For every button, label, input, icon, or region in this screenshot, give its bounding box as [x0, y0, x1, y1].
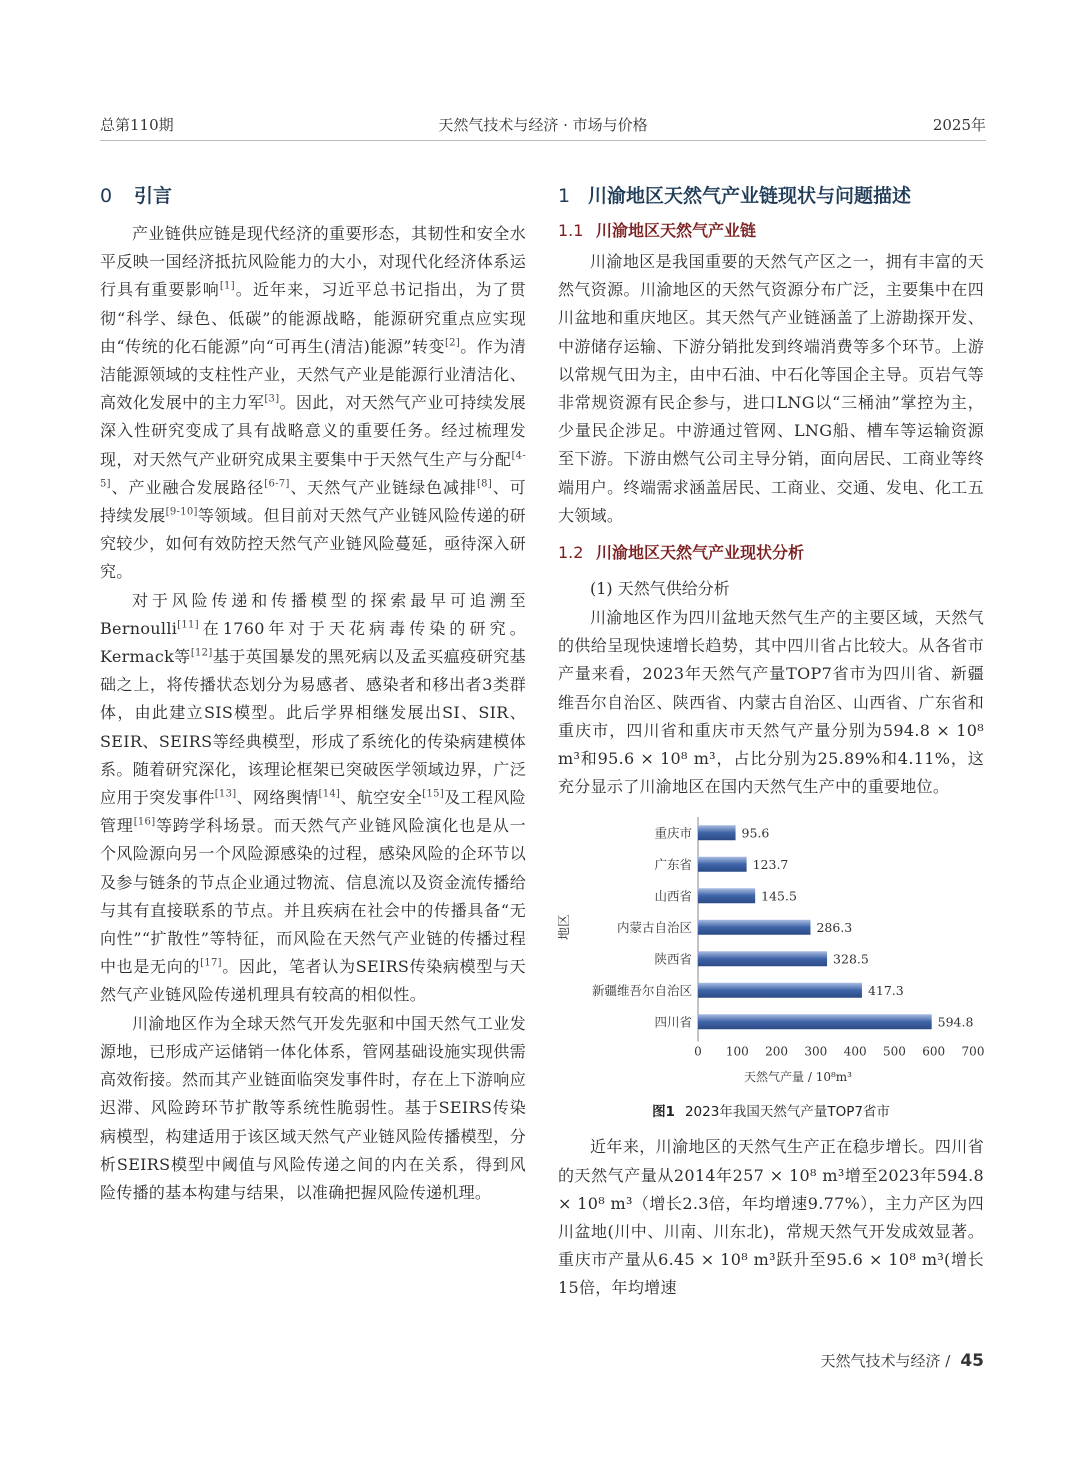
y-axis-label: 地区 — [558, 914, 572, 941]
citation[interactable]: [16] — [133, 816, 156, 828]
citation[interactable]: [15] — [422, 788, 445, 800]
bar — [698, 826, 736, 841]
sub-heading-supply: (1) 天然气供给分析 — [590, 579, 730, 599]
x-tick-label: 200 — [765, 1044, 789, 1059]
figure-number: 图1 — [652, 1104, 675, 1121]
value-label: 417.3 — [867, 983, 904, 999]
issue-year: 2025年 — [932, 116, 986, 134]
citation[interactable]: [12] — [190, 647, 213, 659]
citation[interactable]: [6-7] — [264, 478, 290, 490]
x-tick-label: 500 — [882, 1044, 906, 1059]
bar — [698, 983, 862, 998]
citation[interactable]: [1] — [219, 281, 235, 293]
section-heading-1 — [558, 178, 984, 214]
figure-1 — [558, 809, 984, 1099]
bar — [698, 889, 755, 904]
x-tick-label: 700 — [961, 1044, 984, 1059]
citation[interactable]: [3] — [264, 393, 280, 405]
value-label: 123.7 — [752, 857, 789, 873]
citation[interactable]: [4-5] — [100, 450, 526, 490]
paragraph-intro-2: 对于风险传递和传播模型的探索最早可追溯至Bernoulli[11]在1760年对于天花病毒传染的研究。Kermack等[12]基于英国暴发的黑死病以及孟买瘟疫研究基础之上，将传播状态划分为易感者、感染者和移出者3类群体，由此建立SIS模型。此后学界相继发展出SI、SIR、SEIR、SEIRS等经典模型，形成了系统化的传染病建模体系。随着研究深化，该理论框架已突破医学领域边界，广泛应用于突发事件[13]、网络舆情[14]、航空安全[15]及工程风险管理[16]等跨学科场景。而天然气产业链风险演化也是从一个风险源向另一个风险源感染的过程，感染风险的企环节以及参与链条的节点企业通过物流、信息流以及资金流传播给与其有直接联系的节点。并且疾病在社会中的传播具备“无向性”“扩散性”等特征，而风险在天然气产业链的传播过程中也是无向的[17]。因此，笔者认为SEIRS传染病模型与天然气产业链风险传递机理具有较高的相似性。 — [100, 590, 526, 1005]
value-label: 95.6 — [741, 825, 770, 841]
category-label: 四川省 — [654, 1014, 692, 1030]
subsection-title: 川渝地区天然气产业链 — [596, 221, 757, 240]
category-label: 广东省 — [654, 857, 692, 873]
subsection-heading-1-2 — [558, 536, 984, 570]
section-title: 川渝地区天然气产业链现状与问题描述 — [588, 185, 912, 207]
issue-number: 总第110期 — [100, 116, 174, 134]
footer-journal: 天然气技术与经济 / — [820, 1352, 951, 1370]
bar — [698, 920, 810, 935]
paragraph-intro-3: 川渝地区作为全球天然气开发先驱和中国天然气工业发源地，已形成产运储销一体化体系，管网基础设施实现供需高效衔接。然而其产业链面临突发事件时，存在上下游响应迟滞、风险跨环节扩散等系统性脆弱性。基于SEIRS传染病模型，构建适用于该区域天然气产业链风险传播模型，分析SEIRS模型中阈值与风险传递之间的内在关系，得到风险传播的基本构建与结果，以准确把握风险传递机理。 — [100, 1013, 526, 1202]
x-tick-label: 100 — [725, 1044, 749, 1059]
citation[interactable]: [9-10] — [165, 506, 198, 518]
bar — [698, 857, 747, 872]
x-axis-label: 天然气产量 / 10⁸m³ — [744, 1070, 852, 1085]
category-label: 重庆市 — [654, 825, 692, 841]
citation[interactable]: [17] — [200, 957, 222, 969]
bar — [698, 1015, 932, 1030]
category-label: 山西省 — [654, 888, 692, 904]
paragraph-intro-1: 产业链供应链是现代经济的重要形态，其韧性和安全水平反映一国经济抵抗风险能力的大小，对现代化经济体系运行具有重要影响[1]。近年来，习近平总书记指出，为了贯彻“科学、绿色、低碳”的能源战略，能源研究重点应实现由“传统的化石能源”向“可再生(清洁)能源”转变[2]。作为清洁能源领域的支柱性产业，天然气产业是能源行业清洁化、高效化发展中的主力军[3]。因此，对天然气产业可持续发展深入性研究变成了具有战略意义的重要任务。经过梳理发现，对天然气产业研究成果主要集中于天然气生产与分配[4-5]、产业融合发展路径[6-7]、天然气产业链绿色减排[8]、可持续发展[9-10]等领域。但目前对天然气产业链风险传递的研究较少，如何有效防控天然气产业链风险蔓延，亟待深入研究。 — [100, 224, 527, 582]
value-label: 328.5 — [833, 951, 869, 967]
value-label: 286.3 — [816, 920, 853, 936]
citation[interactable]: [13] — [214, 788, 237, 800]
citation[interactable]: [14] — [318, 788, 341, 800]
section-title: 引言 — [134, 185, 173, 207]
paragraph-1-2: 川渝地区作为四川盆地天然气生产的主要区域，天然气的供给呈现快速增长趋势，其中四川省占比较大。从各省市产量来看，2023年天然气产量TOP7省市为四川省、新疆维吾尔自治区、陕西省、内蒙古自治区、山西省、广东省和重庆市，四川省和重庆市天然气产量分别为594.8 × 10⁸ m³和95.6 × 10⁸ m³，占比分别为25.89%和4.11%，这充分显示了川渝地区在国内天然气生产中的重要地位。 — [558, 608, 984, 797]
paragraph-1-3: 近年来，川渝地区的天然气生产正在稳步增长。四川省的天然气产量从2014年257 × 10⁸ m³增至2023年594.8 × 10⁸ m³（增长2.3倍，年均增速9.77%），主力产区为四川盆地(川中、川南、川东北)，常规天然气开发成效显著。重庆市产量从6.45 × 10⁸ m³跃升至95.6 × 10⁸ m³(增长15倍，年均增速 — [558, 1137, 984, 1298]
page-number: 45 — [960, 1351, 984, 1371]
x-tick-label: 300 — [804, 1044, 828, 1059]
category-label: 陕西省 — [654, 951, 692, 967]
subsection-number: 1.2 — [558, 543, 584, 563]
running-header — [100, 112, 986, 138]
bar — [698, 952, 827, 967]
figure-title: 2023年我国天然气产量TOP7省市 — [684, 1104, 890, 1121]
citation[interactable]: [11] — [177, 619, 199, 631]
subsection-heading-1-1 — [558, 214, 984, 248]
category-label: 内蒙古自治区 — [616, 920, 692, 936]
x-tick-label: 400 — [843, 1044, 867, 1059]
value-label: 594.8 — [937, 1014, 974, 1030]
page-footer — [821, 1350, 985, 1371]
section-number: 1 — [558, 185, 571, 207]
category-label: 新疆维吾尔自治区 — [591, 983, 692, 999]
right-column — [558, 178, 984, 1303]
value-label: 145.5 — [761, 888, 797, 904]
citation[interactable]: [2] — [444, 337, 461, 349]
subsection-number: 1.1 — [558, 221, 584, 240]
figure-caption — [558, 1099, 984, 1125]
journal-section: 天然气技术与经济 · 市场与价格 — [438, 116, 648, 134]
x-tick-label: 600 — [922, 1044, 946, 1059]
citation[interactable]: [8] — [476, 478, 493, 490]
paragraph-1-1: 川渝地区是我国重要的天然气产区之一，拥有丰富的天然气资源。川渝地区的天然气资源分布广泛，主要集中在四川盆地和重庆地区。其天然气产业链涵盖了上游勘探开发、中游储存运输、下游分销批发到终端消费等多个环节。上游以常规气田为主，由中石油、中石化等国企主导。页岩气等非常规资源有民企参与，进口LNG以“三桶油”掌控为主，少量民企涉足。中游通过管网、LNG船、槽车等运输资源至下游。下游由燃气公司主导分销，面向居民、工商业等终端用户。终端需求涵盖居民、工商业、交通、发电、化工五大领域。 — [558, 252, 984, 525]
subsection-title: 川渝地区天然气产业现状分析 — [596, 543, 805, 563]
x-tick-label: 0 — [694, 1044, 702, 1059]
bar-chart — [558, 809, 984, 1099]
section-heading-intro — [100, 178, 526, 214]
header-rule — [100, 140, 986, 141]
left-column — [100, 178, 526, 1207]
section-number: 0 — [100, 185, 113, 207]
